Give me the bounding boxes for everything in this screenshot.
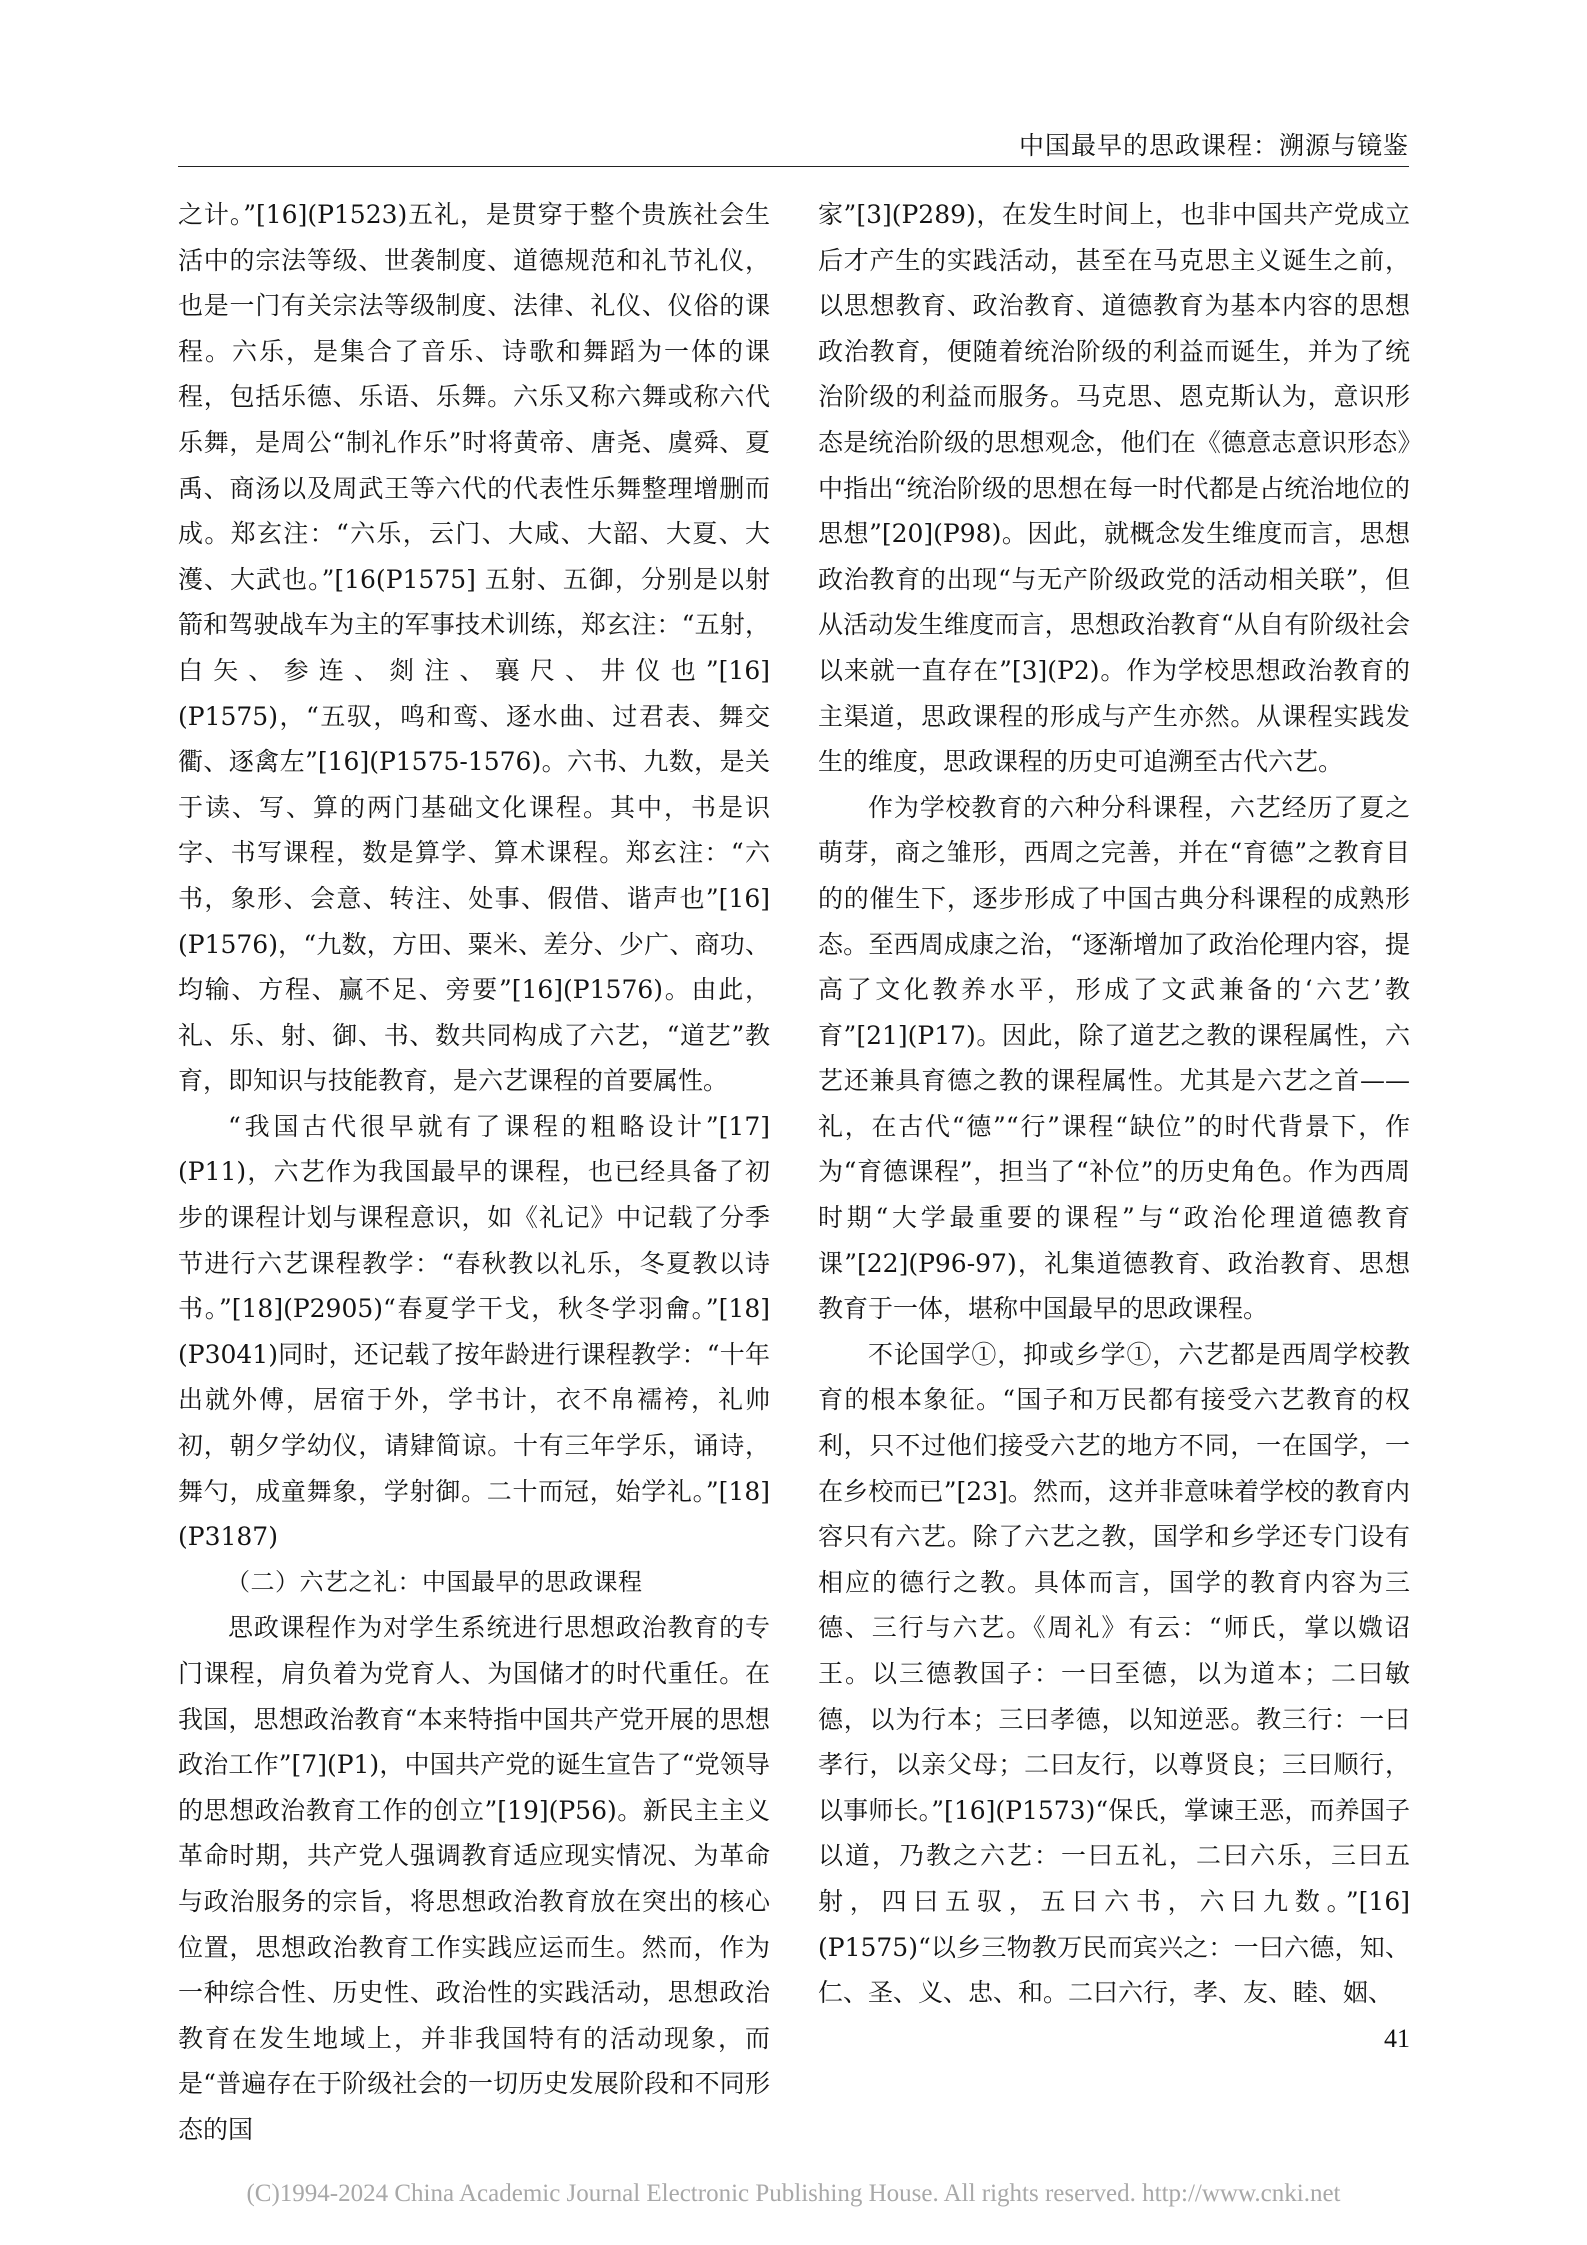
running-title: 中国最早的思政课程：溯源与镜鉴 (1018, 131, 1409, 160)
right-column (818, 192, 1410, 2016)
section-heading: （二）六艺之礼：中国最早的思政课程 (226, 1567, 643, 1596)
paragraph: 家”[3](P289)，在发生时间上，也非中国共产党成立后才产生的实践活动，甚至在马克思主义诞生之前，以思想教育、政治教育、道德教育为基本内容的思想政治教育，便随着统治阶级的利益而诞生，并为了统治阶级的利益而服务。马克思、恩克斯认为，意识形态是统治阶级的思想观念，他们在《德意志意识形态》中指出“统治阶级的思想在每一时代都是占统治地位的思想”[20](P98)。因此，就概念发生维度而言，思想政治教育的出现“与无产阶级政党的活动相关联”，但从活动发生维度而言，思想政治教育“从自有阶级社会以来就一直存在”[3](P2)。作为学校思想政治教育的主渠道，思政课程的形成与产生亦然。从课程实践发生的维度，思政课程的历史可追溯至古代六艺。 (818, 200, 1410, 777)
paragraph: “我国古代很早就有了课程的粗略设计”[17](P11)，六艺作为我国最早的课程，也已经具备了初步的课程计划与课程意识，如《礼记》中记载了分季节进行六艺课程教学：“春秋教以礼乐，冬夏教以诗书。”[18](P2905)“春夏学干戈，秋冬学羽龠。”[18](P3041)同时，还记载了按年龄进行课程教学：“十年出就外傅，居宿于外，学书计，衣不帛襦袴，礼帅初，朝夕学幼仪，请肄简谅。十有三年学乐，诵诗，舞勺，成童舞象，学射御。二十而冠，始学礼。”[18](P3187) (178, 1111, 770, 1552)
left-column (178, 192, 770, 2153)
running-header (178, 126, 1409, 167)
paragraph: 作为学校教育的六种分科课程，六艺经历了夏之萌芽，商之雏形，西周之完善，并在“育德”之教育目的的催生下，逐步形成了中国古典分科课程的成熟形态。至西周成康之治，“逐渐增加了政治伦理内容，提高了文化教养水平，形成了文武兼备的‘六艺’教育”[21](P17)。因此，除了道艺之教的课程属性，六艺还兼具育德之教的课程属性。尤其是六艺之首——礼，在古代“德”“行”课程“缺位”的时代背景下，作为“育德课程”，担当了“补位”的历史角色。作为西周时期“大学最重要的课程”与“政治伦理道德教育课”[22](P96-97)，礼集道德教育、政治教育、思想教育于一体，堪称中国最早的思政课程。 (818, 792, 1410, 1324)
paragraph: 思政课程作为对学生系统进行思想政治教育的专门课程，肩负着为党育人、为国储才的时代重任。在我国，思想政治教育“本来特指中国共产党开展的思想政治工作”[7](P1)，中国共产党的诞生宣告了“党领导的思想政治教育工作的创立”[19](P56)。新民主主义革命时期，共产党人强调教育适应现实情况、为革命与政治服务的宗旨，将思想政治教育放在突出的核心位置，思想政治教育工作实践应运而生。然而，作为一种综合性、历史性、政治性的实践活动，思想政治教育在发生地域上，并非我国特有的活动现象，而是“普遍存在于阶级社会的一切历史发展阶段和不同形态的国 (178, 1613, 770, 2144)
copyright-footer: (C)1994-2024 China Academic Journal Electronic Publishing House. All rights reserved. http://www.cnki.net (246, 2180, 1341, 2207)
paragraph: 之计。”[16](P1523)五礼，是贯穿于整个贵族社会生活中的宗法等级、世袭制度、道德规范和礼节礼仪，也是一门有关宗法等级制度、法律、礼仪、仪俗的课程。六乐，是集合了音乐、诗歌和舞蹈为一体的课程，包括乐德、乐语、乐舞。六乐又称六舞或称六代乐舞，是周公“制礼作乐”时将黄帝、唐尧、虞舜、夏禹、商汤以及周武王等六代的代表性乐舞整理增删而成。郑玄注：“六乐，云门、大咸、大韶、大夏、大濩、大武也。”[16(P1575] 五射、五御，分别是以射箭和驾驶战车为主的军事技术训练，郑玄注：“五射，白矢、参连、剡注、襄尺、井仪也”[16](P1575)，“五驭，鸣和鸾、逐水曲、过君表、舞交衢、逐禽左”[16](P1575-1576)。六书、九数，是关于读、写、算的两门基础文化课程。其中，书是识字、书写课程，数是算学、算术课程。郑玄注：“六书，象形、会意、转注、处事、假借、谐声也”[16](P1576)，“九数，方田、粟米、差分、少广、商功、均输、方程、赢不足、旁要”[16](P1576)。由此，礼、乐、射、御、书、数共同构成了六艺，“道艺”教育，即知识与技能教育，是六艺课程的首要属性。 (178, 200, 770, 1096)
page-number: 41 (1384, 2024, 1410, 2053)
paragraph: 不论国学①，抑或乡学①，六艺都是西周学校教育的根本象征。“国子和万民都有接受六艺教育的权利，只不过他们接受六艺的地方不同，一在国学，一在乡校而已”[23]。然而，这并非意味着学校的教育内容只有六艺。除了六艺之教，国学和乡学还专门设有相应的德行之教。具体而言，国学的教育内容为三德、三行与六艺。《周礼》有云：“师氏，掌以媺诏王。以三德教国子：一曰至德，以为道本；二曰敏德，以为行本；三曰孝德，以知逆恶。教三行：一曰孝行，以亲父母；二曰友行，以尊贤良；三曰顺行，以事师长。”[16](P1573)“保氏，掌谏王恶，而养国子以道，乃教之六艺：一曰五礼，二曰六乐，三曰五射，四曰五驭，五曰六书，六曰九数。”[16](P1575)“以乡三物教万民而宾兴之：一曰六德，知、仁、圣、义、忠、和。二曰六行，孝、友、睦、姻、 (818, 1339, 1410, 2008)
